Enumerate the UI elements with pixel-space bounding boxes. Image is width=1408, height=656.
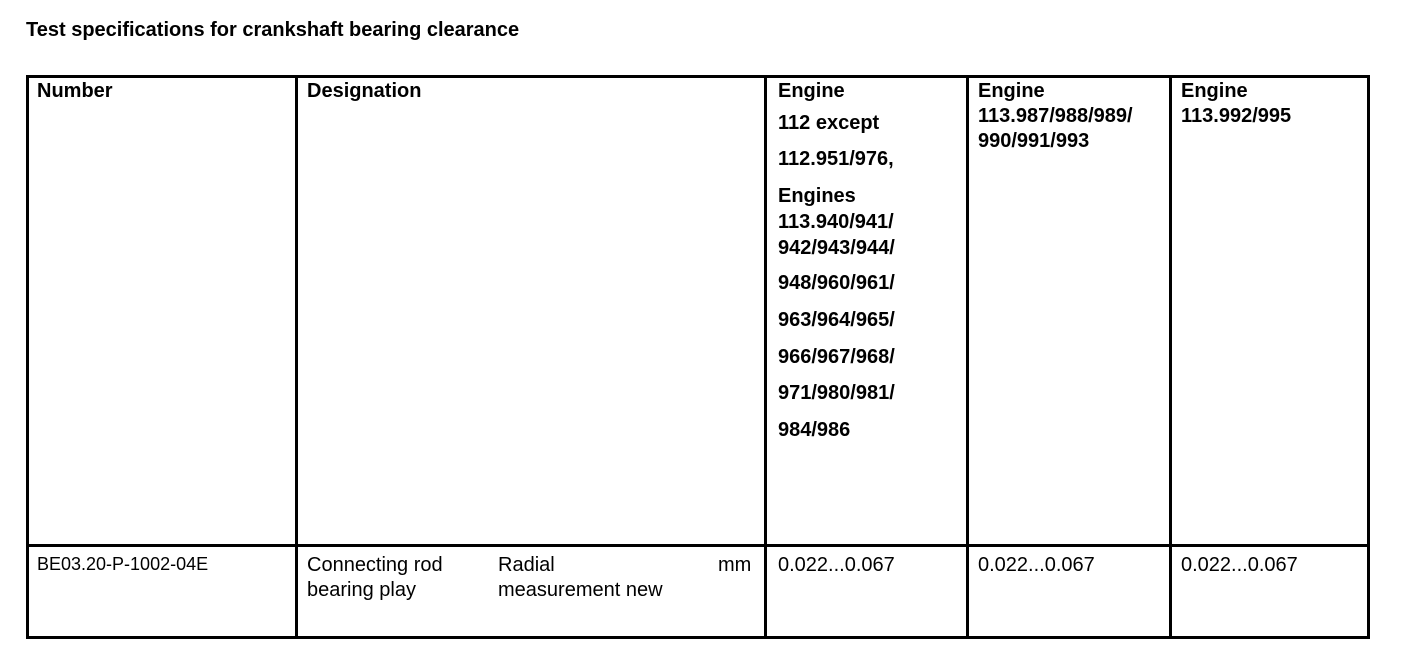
designation-measure-line: Radial — [498, 554, 555, 576]
engine-col2-line: Engine — [978, 80, 1045, 102]
column-divider-1 — [295, 78, 298, 636]
designation-measure-line: measurement new — [498, 579, 663, 601]
header-designation: Designation — [307, 80, 422, 102]
engine-col1-line: 113.940/941/ — [778, 211, 894, 233]
engine-col1-line: 963/964/965/ — [778, 309, 895, 331]
row-designation-measure — [498, 553, 663, 603]
header-number: Number — [37, 80, 113, 102]
engine-col3-line: Engine — [1181, 80, 1248, 102]
engine-col1-line: 112.951/976, — [778, 148, 894, 170]
document-title: Test specifications for crankshaft bearing clearance — [26, 19, 520, 41]
engine-col1-line: Engine — [778, 80, 845, 102]
row-designation-item — [307, 553, 443, 603]
row-value-engine-col1: 0.022...0.067 — [778, 554, 895, 576]
header-engine-col1 — [778, 79, 895, 444]
header-row-divider — [29, 544, 1367, 547]
engine-col1-line: 942/943/944/ — [778, 237, 895, 259]
engine-col2-line: 990/991/993 — [978, 130, 1090, 152]
column-divider-2 — [764, 78, 767, 636]
row-value-engine-col3: 0.022...0.067 — [1181, 554, 1298, 576]
column-divider-4 — [1169, 78, 1172, 636]
engine-col1-line: 966/967/968/ — [778, 346, 895, 368]
engine-col2-line: 113.987/988/989/ — [978, 105, 1133, 127]
engine-col1-line: 948/960/961/ — [778, 272, 895, 294]
designation-item-line: Connecting rod — [307, 554, 443, 576]
engine-col3-line: 113.992/995 — [1181, 105, 1292, 127]
column-divider-3 — [966, 78, 969, 636]
designation-item-line: bearing play — [307, 579, 416, 601]
engine-col1-line: Engines — [778, 185, 856, 207]
row-value-engine-col2: 0.022...0.067 — [978, 554, 1095, 576]
header-engine-col3 — [1181, 79, 1291, 129]
engine-col1-line: 112 except — [778, 112, 880, 134]
spec-table — [26, 75, 1370, 639]
engine-col1-line: 971/980/981/ — [778, 382, 895, 404]
row-number: BE03.20-P-1002-04E — [37, 554, 209, 574]
row-unit: mm — [718, 554, 752, 576]
engine-col1-line: 984/986 — [778, 419, 851, 441]
header-engine-col2 — [978, 79, 1133, 154]
